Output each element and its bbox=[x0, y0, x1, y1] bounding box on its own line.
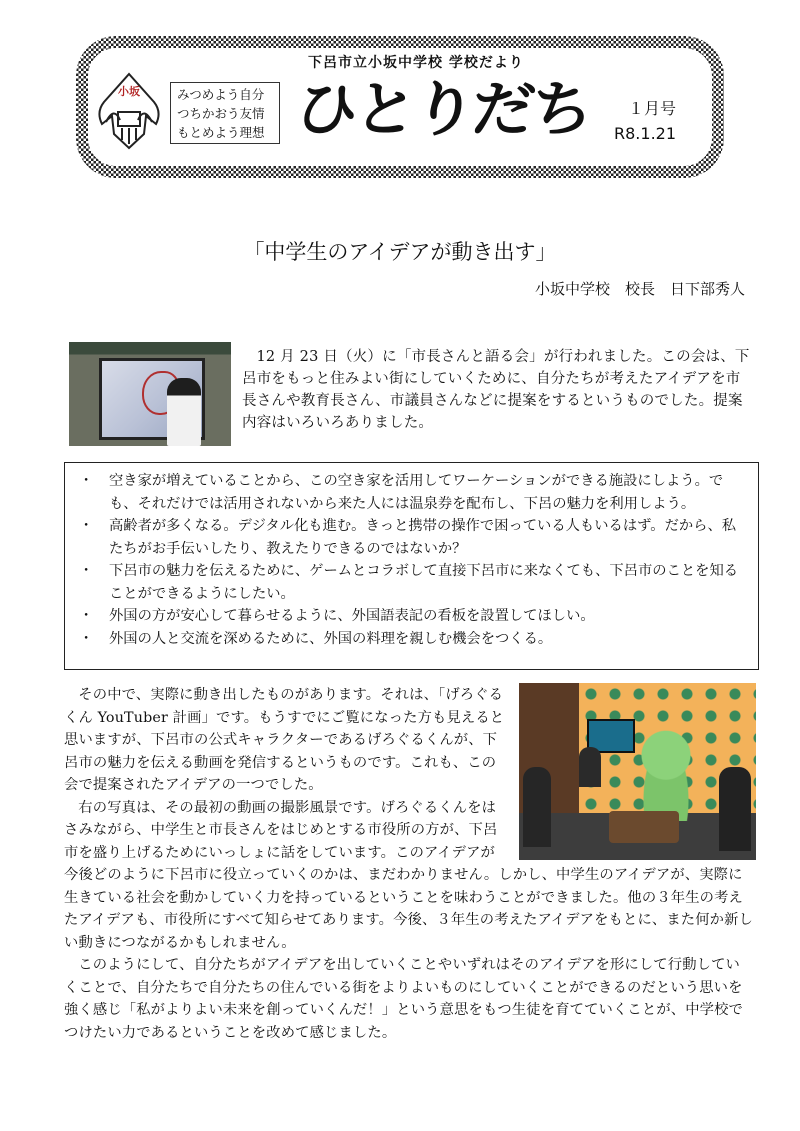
school-title: 下呂市立小坂中学校 学校だより bbox=[308, 55, 524, 71]
bullet-icon: ・ bbox=[79, 630, 94, 647]
list-item bbox=[75, 605, 746, 628]
ideas-list bbox=[75, 470, 746, 650]
emblem-text: 小坂 bbox=[118, 85, 140, 98]
newsletter-title: ひとりだち bbox=[291, 75, 594, 145]
motto-line: つちかおう友情 bbox=[177, 106, 265, 121]
body-paragraph: 右の写真は、その最初の動画の撮影風景です。げろぐるくんをはさみながら、中学生と市長さんをはじめとする市役所の方が、下呂市を盛り上げるためにいっしょに話をしています。このアイデアが今後どのように下呂市に役立っていくのかは、まだわかりません。しかし、中学生のアイデアが、実際に生きている社会を動かしていく力を持っているということを味わうことができました。他の３年生の考えたアイデアも、市役所にすべて知らせてあります。今後、３年生の考えたアイデアをもとに、また何か新しい動きにつながるかもしれません。 bbox=[64, 799, 754, 951]
article-body bbox=[64, 684, 754, 1044]
article-headline: 「中学生のアイデアが動き出す」 bbox=[243, 240, 557, 264]
list-item bbox=[75, 628, 746, 651]
article-author: 小坂中学校 校長 日下部秀人 bbox=[534, 280, 745, 298]
motto-line: みつめよう自分 bbox=[177, 87, 265, 102]
bullet-icon: ・ bbox=[79, 473, 94, 489]
idea-text: 高齢者が多くなる。デジタル化も進む。きっと携帯の操作で困っている人もいるはず。だから、私たちがお手伝いしたり、教えたりできるのではないか？ bbox=[109, 518, 737, 557]
idea-text: 下呂市の魅力を伝えるために、ゲームとコラボして直接下呂市に来なくても、下呂市のことを知ることができるようにしたい。 bbox=[109, 563, 739, 602]
bullet-icon: ・ bbox=[79, 608, 94, 624]
bullet-icon: ・ bbox=[79, 518, 94, 534]
list-item bbox=[75, 515, 746, 560]
student-figure bbox=[167, 378, 201, 446]
school-emblem-icon bbox=[94, 72, 164, 152]
intro-paragraph: 12 月 23 日（火）に「市長さんと語る会」が行われました。この会は、下呂市をもっと住みよい街にしていくために、自分たちが考えたアイデアを市長さんや教育長さん、市議員さんなどに提案をするというものでした。提案内容はいろいろありました。 bbox=[242, 349, 750, 431]
motto-box bbox=[170, 82, 280, 144]
idea-text: 外国の人と交流を深めるために、外国の料理を親しむ機会をつくる。 bbox=[109, 630, 553, 647]
idea-text: 外国の方が安心して暮らせるように、外国語表記の看板を設置してほしい。 bbox=[109, 608, 595, 624]
ideas-box bbox=[64, 462, 759, 670]
list-item bbox=[75, 560, 746, 605]
body-paragraph: その中で、実際に動き出したものがあります。それは、「げろぐるくん YouTuber 計画」です。もうすでにご覧になった方も見えると思いますが、下呂市の公式キャラクターであるげろぐるくんが、下呂市の魅力を伝える動画を発信するというものです。これも、この会で提案されたアイデアの一つでした。 bbox=[64, 687, 505, 793]
body-paragraph: このようにして、自分たちがアイデアを出していくことやいずれはそのアイデアを形にして行動していくことで、自分たちで自分たちの住んでいる街をよりよいものにしていくことができるのだという思いを強く感じ「私がよりよい未来を創っていくんだ！」という意思をもつ生徒を育てていくことが、中学校でつけたい力であるということを改めて感じました。 bbox=[64, 957, 743, 1041]
motto-line: もとめよう理想 bbox=[177, 125, 265, 140]
bullet-icon: ・ bbox=[79, 563, 94, 579]
presentation-photo bbox=[69, 342, 231, 446]
idea-text: 空き家が増えていることから、この空き家を活用してワーケーションができる施設にしよう。でも、それだけでは活用されないから来た人には温泉券を配布し、下呂の魅力を利用しよう。 bbox=[109, 473, 724, 512]
issue-date: R8.1.21 bbox=[614, 124, 677, 143]
list-item bbox=[75, 470, 746, 515]
issue-number: １月号 bbox=[628, 99, 677, 118]
